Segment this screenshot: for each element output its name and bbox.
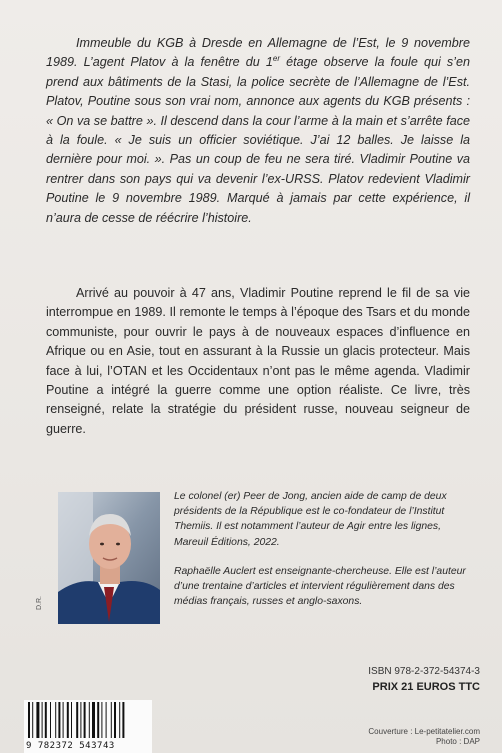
cover-credits (320, 727, 480, 747)
cover-design-credit: Couverture : Le-petitatelier.com (368, 727, 480, 736)
summary-paragraph: Arrivé au pouvoir à 47 ans, Vladimir Poutine reprend le fil de sa vie interrompue en 1989. Il remonte le temps à l’époque des Tsars et du monde communiste, pour ouvrir le pays à de nouveaux espaces d’influence en Afrique ou en Asie, tout en assurant à la Russie un glacis protecteur. Mais face à lui, l’OTAN et les Occidentaux n’ont pas le même agenda. Vladimir Poutine a intégré la guerre comme une option réaliste. Ce livre, très renseigné, relate la stratégie du président russe, nouveau seigneur de guerre. (46, 286, 470, 436)
ordinal-superscript: er (272, 54, 281, 64)
price: PRIX 21 EUROS TTC (372, 681, 480, 693)
photo-agency-credit: Photo : DAP (435, 737, 480, 746)
author-bio-raphaelle-auclert: Raphaëlle Auclert est enseignante-chercheuse. Elle est l’auteur d’une trentaine d’articles et intervient régulièrement dans des médias français, russes et anglo-saxons. (174, 566, 466, 608)
author-photo (58, 492, 160, 624)
author-portrait-icon (58, 492, 160, 624)
barcode-number: 9 782372 543743 (26, 741, 150, 751)
intro-paragraph: Immeuble du KGB à Dresde en Allemagne de l’Est, le 9 novembre 1989. L’agent Platov à la fenêtre du 1er étage observe la foule qui s’en prend aux bâtiments de la Stasi, la police secrète de l’Allemagne de l’Est. Platov, Poutine sous son vrai nom, annonce aux agents du KGB présents : « On va se battre ». Il descend dans la cour l’arme à la main et s’arrête face à la foule. « Je suis un officier soviétique. J’ai 12 balles. Je laisse la dernière pour moi. ». Pas un coup de feu ne sera tiré. Vladimir Poutine va rentrer dans son pays qui va devenir l’ex-URSS. Platov redevient Vladimir Poutine le 9 novembre 1989. Marqué à jamais par cette expérience, il n’aura de cesse de réécrire l’histoire. (46, 36, 470, 225)
author-bio-peer-de-jong: Le colonel (er) Peer de Jong, ancien aide de camp de deux présidents de la République est le co-fondateur de l’Institut Themiis. Il est notamment l’auteur de Agir entre les lignes, Mareuil Éditions, 2022. (174, 491, 447, 548)
barcode-icon (24, 700, 152, 740)
isbn: ISBN 978-2-372-54374-3 (368, 666, 480, 677)
photo-credit-label: D.R. (36, 596, 43, 610)
